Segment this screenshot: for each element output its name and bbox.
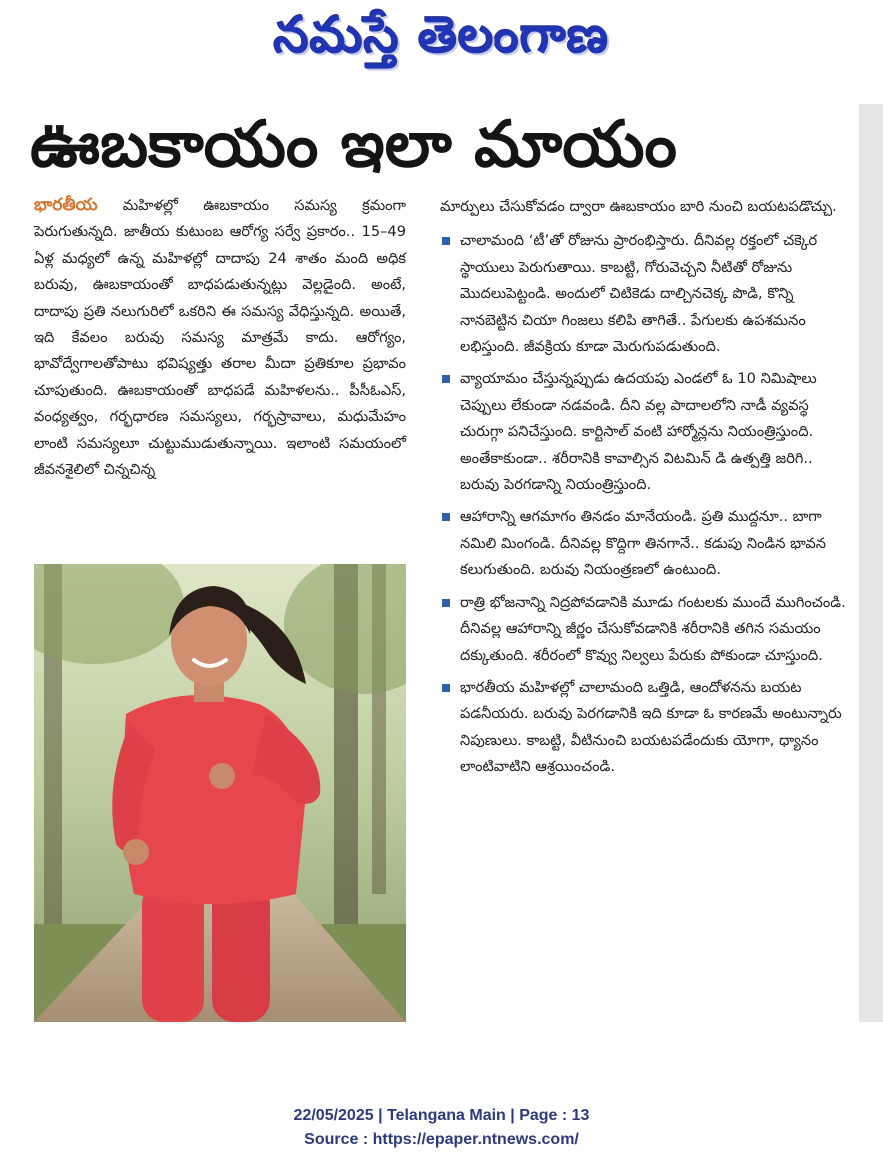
article-intro-paragraph [34,192,406,483]
tip-text: భారతీయ మహిళల్లో చాలామంది ఒత్తిడి, ఆందోళనను బయట పడనీయరు. బరువు పెరగడానికి ఇది కూడా ఓ కారణమే అంటున్నారు నిపుణులు. కాబట్టి, వీటినుంచి బయటపడేందుకు యోగా, ధ్యానం లాంటివాటిని ఆశ్రయించండి. [460,678,842,776]
source-link[interactable]: Source : https://epaper.ntnews.com/ [304,1131,579,1148]
tip-item-5 [440,675,852,781]
article-right-column [440,194,852,787]
edition-info: 22/05/2025 | Telangana Main | Page : 13 [293,1107,590,1124]
photo-illustration [34,564,406,1022]
square-bullet-icon [442,684,450,692]
article-headline: ఊబకాయం ఇలా మాయం [30,108,677,182]
lead-word: భారతీయ [34,195,98,215]
page-footer [0,1104,883,1152]
square-bullet-icon [442,513,450,521]
tip-text: రాత్రి భోజనాన్ని నిద్రపోవడానికి మూడు గంటలకు ముందే ముగించండి. దీనివల్ల ఆహారాన్ని జీర్ణం చేసుకోవడానికి శరీరానికి తగిన సమయం దక్కుతుంది. శరీరంలో కొవ్వు నిల్వలు పేరుకు పోకుండా చూస్తుంది. [460,593,846,664]
adjacent-page-strip [859,104,883,1022]
tip-item-3 [440,504,852,583]
masthead-title: నమస్తే తెలంగాణ [273,6,610,64]
square-bullet-icon [442,237,450,245]
right-intro: మార్పులు చేసుకోవడం ద్వారా ఊబకాయం బారి నుంచి బయటపడొచ్చు. [440,198,837,215]
tip-text: వ్యాయామం చేస్తున్నప్పుడు ఉదయపు ఎండలో ఓ 10 నిమిషాలు చెప్పులు లేకుండా నడవండి. దీని వల్ల పాదాలలోని నాడీ వ్యవస్థ చురుగ్గా పనిచేస్తుంది. కార్టిసాల్ వంటి హార్మోన్లను నియంత్రిస్తుంది. అంతేకాకుండా.. శరీరానికి కావాల్సిన విటమిన్ డి ఉత్పత్తి జరిగి.. బరువు పెరగడాన్ని నియంత్రిస్తుంది. [460,370,817,494]
tip-text: చాలామంది ‘టీ’తో రోజును ప్రారంభిస్తారు. దీనివల్ల రక్తంలో చక్కెర స్థాయులు పెరుగుతాయి. కాబట్టి, గోరువెచ్చని నీటితో రోజును మొదలుపెట్టండి. అందులో చిటికెడు దాల్చినచెక్క పొడి, కొన్ని నానబెట్టిన చియా గింజలు కలిపి తాగితే.. పేగులకు ఉపశమనం లభిస్తుంది. జీవక్రియ కూడా మెరుగుపడుతుంది. [460,232,818,356]
article-left-column [34,192,406,483]
masthead [0,0,883,88]
intro-body: మహిళల్లో ఊబకాయం సమస్య క్రమంగా పెరుగుతున్నది. జాతీయ కుటుంబ ఆరోగ్య సర్వే ప్రకారం.. 15–49 ఏళ్ల మధ్యలో ఉన్న మహిళల్లో దాదాపు 24 శాతం మంది అధిక బరువు, ఊబకాయంతో బాధపడుతున్నట్లు వెల్లడైంది. అంటే, దాదాపు ప్రతి నలుగురిలో ఒకరిని ఈ సమస్య వేధిస్తున్నది. అయితే, ఇది కేవలం బరువు సమస్య మాత్రమే కాదు. ఆరోగ్యం, భావోద్వేగాలతోపాటు భవిష్యత్తు తరాల మీదా ప్రతికూల ప్రభావం చూపుతుంది. ఊబకాయంతో బాధపడే మహిళలను.. పీసీఓఎస్, వంధ్యత్వం, గర్భధారణ సమస్యలు, గర్భస్రావాలు, మధుమేహం లాంటి సమస్యలూ చుట్టుముడుతున్నాయి. ఇలాంటి సమయంలో జీవనశైలిలో చిన్నచిన్న [34,197,406,479]
tip-item-2 [440,366,852,498]
tip-item-1 [440,228,852,360]
square-bullet-icon [442,375,450,383]
tip-item-4 [440,590,852,669]
tip-text: ఆహారాన్ని ఆగమాగం తినడం మానేయండి. ప్రతి ముద్దనూ.. బాగా నమిలి మింగండి. దీనివల్ల కొద్దిగా తినగానే.. కడుపు నిండిన భావన కలుగుతుంది. బరువు నియంత్రణలో ఉంటుంది. [460,508,826,579]
woman-jogging-photo [34,564,406,1022]
square-bullet-icon [442,599,450,607]
